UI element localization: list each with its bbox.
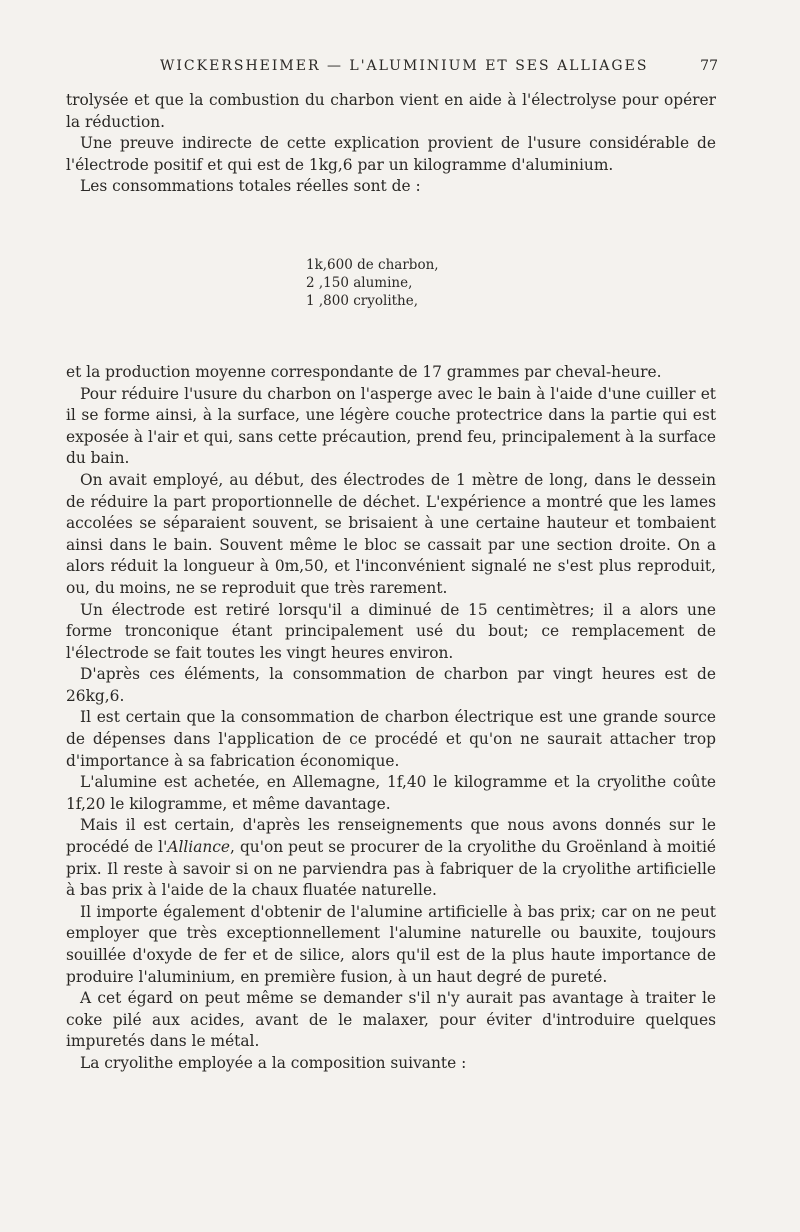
consumption-list xyxy=(306,256,716,310)
paragraph-text: , qu'on peut se procurer de la cryolithe du Groënland à moitié prix. Il reste à savoir si on ne parviendra pas à fabriquer de la cryolithe artificielle à bas prix à l'aide de la chaux fluatée naturelle. xyxy=(66,838,717,900)
paragraph xyxy=(66,815,716,901)
italic-term: Alliance xyxy=(167,838,231,857)
consumption-item: 1 ,800 cryolithe, xyxy=(306,292,419,309)
consumption-item: 1k,600 de charbon, xyxy=(306,256,439,273)
paragraph: Une preuve indirecte de cette explication provient de l'usure considérable de l'électrode positif et qui est de 1kg,6 par un kilogramme d'aluminium. xyxy=(66,134,716,174)
paragraph: trolysée et que la combustion du charbon vient en aide à l'électrolyse pour opérer la réduction. xyxy=(66,91,716,131)
paragraph: Les consommations totales réelles sont de : xyxy=(80,177,421,196)
paragraph: et la production moyenne correspondante de 17 grammes par cheval-heure. xyxy=(66,362,662,381)
running-title: WICKERSHEIMER — L'ALUMINIUM ET SES ALLIAGES xyxy=(160,58,649,74)
paragraph: A cet égard on peut même se demander s'il n'y aurait pas avantage à traiter le coke pilé aux acides, avant de le malaxer, pour éviter d'introduire quelques impuretés dans le métal. xyxy=(66,989,716,1051)
paragraph: On avait employé, au début, des électrodes de 1 mètre de long, dans le dessein de réduire la part proportionnelle de déchet. L'expérience a montré que les lames accolées se séparaient souvent, se brisaient à une certaine hauteur et tombaient ainsi dans le bain. Souvent même le bloc se cassait par une section droite. On a alors réduit la longueur à 0m,50, et l'inconvénient signalé ne s'est plus reproduit, ou, du moins, ne se reproduit que très rarement. xyxy=(66,470,716,597)
paragraph-text: Mais il est certain, d'après les renseignements que nous avons donnés sur le procédé de l' xyxy=(66,816,716,857)
paragraph: D'après ces éléments, la consommation de charbon par vingt heures est de 26kg,6. xyxy=(66,665,716,705)
paragraph: Il est certain que la consommation de charbon électrique est une grande source de dépenses dans l'application de ce procédé et qu'on ne saurait attacher trop d'importance à sa fabrication économique. xyxy=(66,708,716,770)
paragraph: Il importe également d'obtenir de l'alumine artificielle à bas prix; car on ne peut employer que très exceptionnellement l'alumine naturelle ou bauxite, toujours souillée d'oxyde de fer et de silice, alors qu'il est de la plus haute importance de produire l'aluminium, en première fusion, à un haut degré de pureté. xyxy=(66,902,716,986)
page-body xyxy=(66,90,716,1075)
consumption-item: 2 ,150 alumine, xyxy=(306,274,413,291)
paragraph: La cryolithe employée a la composition suivante : xyxy=(80,1053,467,1072)
paragraph: Pour réduire l'usure du charbon on l'asperge avec le bain à l'aide d'une cuiller et il se forme ainsi, à la surface, une légère couche protectrice dans la partie qui est exposée à l'air et qui, sans cette précaution, prend feu, principalement à la surface du bain. xyxy=(66,384,716,468)
paragraph: Un électrode est retiré lorsqu'il a diminué de 15 centimètres; il a alors une forme tronconique étant principalement usé du bout; ce remplacement de l'électrode se fait toutes les vingt heures environ. xyxy=(66,600,716,662)
page-number: 77 xyxy=(700,58,718,74)
paragraph: L'alumine est achetée, en Allemagne, 1f,40 le kilogramme et la cryolithe coûte 1f,20 le kilogramme, et même davantage. xyxy=(66,773,716,813)
